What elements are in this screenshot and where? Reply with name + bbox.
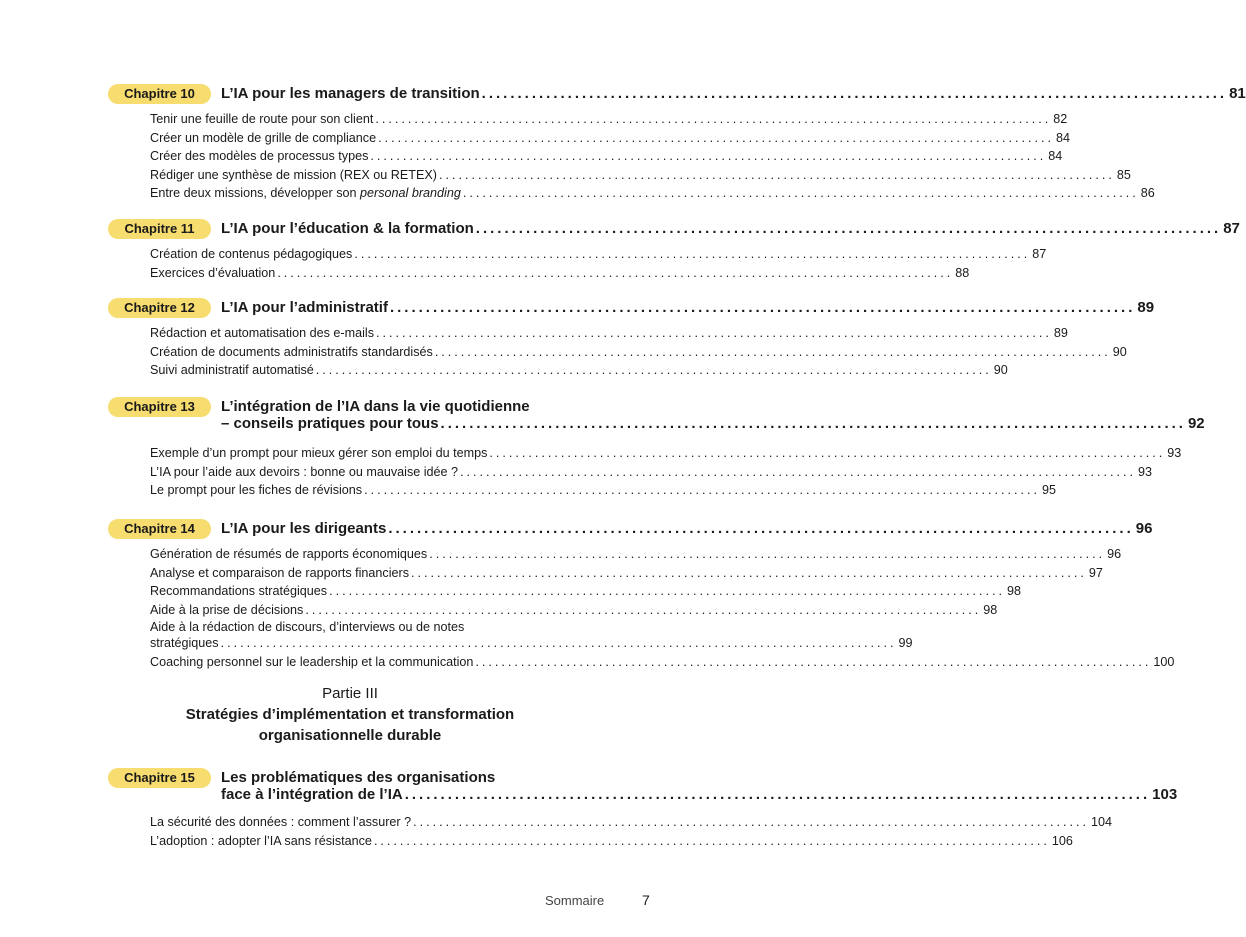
chapter-badge: Chapitre 13 bbox=[108, 397, 211, 417]
chapter-10 bbox=[108, 84, 1246, 203]
chapter-page: 96 bbox=[1135, 520, 1153, 537]
toc-entry[interactable]: La sécurité des données : comment l’assurer ? ........................................................................................................ 104 bbox=[150, 815, 1113, 829]
chapter-page: 87 bbox=[1223, 220, 1240, 237]
toc-entry[interactable]: L’IA pour l’aide aux devoirs : bonne ou mauvaise idée ? ........................................................................................................ 93 bbox=[150, 464, 1152, 479]
toc-entry[interactable]: Entre deux missions, développer son personal branding ........................................................................................................ 86 bbox=[150, 186, 1155, 201]
part-title-line-2: organisationnelle durable bbox=[258, 727, 442, 744]
part-heading bbox=[0, 684, 700, 746]
chapter-title[interactable]: L’IA pour les dirigeants bbox=[221, 520, 387, 537]
toc-entry[interactable]: Rédiger une synthèse de mission (REX ou RETEX) ........................................................................................................ 85 bbox=[150, 167, 1131, 182]
page-number: 7 bbox=[642, 892, 650, 908]
toc-entry[interactable]: Exercices d’évaluation ........................................................................................................ 88 bbox=[150, 265, 970, 280]
chapter-title[interactable]: L’IA pour l’administratif bbox=[221, 299, 388, 316]
chapter-badge: Chapitre 14 bbox=[108, 519, 211, 539]
dot-leader: ........................................................................................................ bbox=[475, 220, 1222, 237]
toc-entry[interactable]: Analyse et comparaison de rapports financiers ........................................................................................................ 97 bbox=[150, 565, 1103, 580]
chapter-title-line-2[interactable]: face à l’intégration de l’IA bbox=[221, 786, 403, 803]
toc-entry[interactable]: Aide à la rédaction de discours, d’interviews ou de notes stratégiques ........................................................................................................ 99 bbox=[150, 620, 913, 651]
dot-leader: ........................................................................................................ bbox=[388, 520, 1134, 537]
chapter-page: 81 bbox=[1229, 85, 1246, 102]
toc-entry[interactable]: Aide à la prise de décisions ........................................................................................................ 98 bbox=[150, 602, 998, 617]
chapter-13 bbox=[108, 397, 1205, 500]
chapter-badge: Chapitre 12 bbox=[108, 298, 211, 318]
dot-leader: ........................................................................................................ bbox=[404, 786, 1151, 803]
toc-entry[interactable]: Création de contenus pédagogiques ........................................................................................................ 87 bbox=[150, 247, 1047, 261]
chapter-badge: Chapitre 10 bbox=[108, 84, 211, 104]
toc-entry[interactable]: L’adoption : adopter l’IA sans résistance ........................................................................................................ 106 bbox=[150, 833, 1073, 848]
chapter-12 bbox=[108, 298, 1155, 380]
page-footer bbox=[545, 892, 650, 908]
chapter-14 bbox=[108, 519, 1175, 672]
dot-leader: ........................................................................................................ bbox=[481, 85, 1228, 102]
chapter-11 bbox=[108, 219, 1240, 282]
toc-entry[interactable]: Suivi administratif automatisé ........................................................................................................ 90 bbox=[150, 363, 1008, 378]
chapter-badge: Chapitre 11 bbox=[108, 219, 211, 239]
toc-entry[interactable]: Exemple d’un prompt pour mieux gérer son emploi du temps ........................................................................................................ 93 bbox=[150, 446, 1182, 460]
toc-entry[interactable]: Créer des modèles de processus types ........................................................................................................ 84 bbox=[150, 149, 1063, 164]
chapter-page: 103 bbox=[1152, 786, 1178, 803]
toc-entry[interactable]: Tenir une feuille de route pour son client ........................................................................................................ 82 bbox=[150, 112, 1068, 126]
toc-entry[interactable]: Génération de résumés de rapports économiques ........................................................................................................ 96 bbox=[150, 547, 1122, 561]
toc-entry[interactable]: Création de documents administratifs standardisés ........................................................................................................ 90 bbox=[150, 344, 1127, 359]
toc-entry[interactable]: Recommandations stratégiques ........................................................................................................ 98 bbox=[150, 584, 1022, 599]
toc-entry[interactable]: Rédaction et automatisation des e-mails ........................................................................................................ 89 bbox=[150, 326, 1068, 340]
part-label: Partie III bbox=[322, 685, 378, 702]
chapter-title[interactable]: L’IA pour l’éducation & la formation bbox=[221, 220, 474, 237]
toc-entry[interactable]: Le prompt pour les fiches de révisions ........................................................................................................ 95 bbox=[150, 483, 1057, 498]
chapter-title-line-1[interactable]: L’intégration de l’IA dans la vie quotidienne bbox=[221, 398, 530, 415]
footer-section: Sommaire bbox=[545, 893, 605, 908]
chapter-page: 92 bbox=[1187, 415, 1205, 432]
dot-leader: ........................................................................................................ bbox=[440, 415, 1186, 432]
chapter-title-line-1[interactable]: Les problématiques des organisations bbox=[221, 769, 496, 786]
dot-leader: ........................................................................................................ bbox=[389, 299, 1136, 316]
part-title-line-1: Stratégies d’implémentation et transformation bbox=[185, 706, 515, 723]
chapter-15 bbox=[108, 768, 1178, 850]
toc-entry[interactable]: Coaching personnel sur le leadership et la communication ........................................................................................................ 100 bbox=[150, 655, 1175, 670]
chapter-title[interactable]: L’IA pour les managers de transition bbox=[221, 85, 480, 102]
toc-entry[interactable]: Créer un modèle de grille de compliance ........................................................................................................ 84 bbox=[150, 130, 1071, 145]
chapter-page: 89 bbox=[1137, 299, 1155, 316]
chapter-title-line-2[interactable]: – conseils pratiques pour tous bbox=[221, 415, 439, 432]
chapter-badge: Chapitre 15 bbox=[108, 768, 211, 788]
